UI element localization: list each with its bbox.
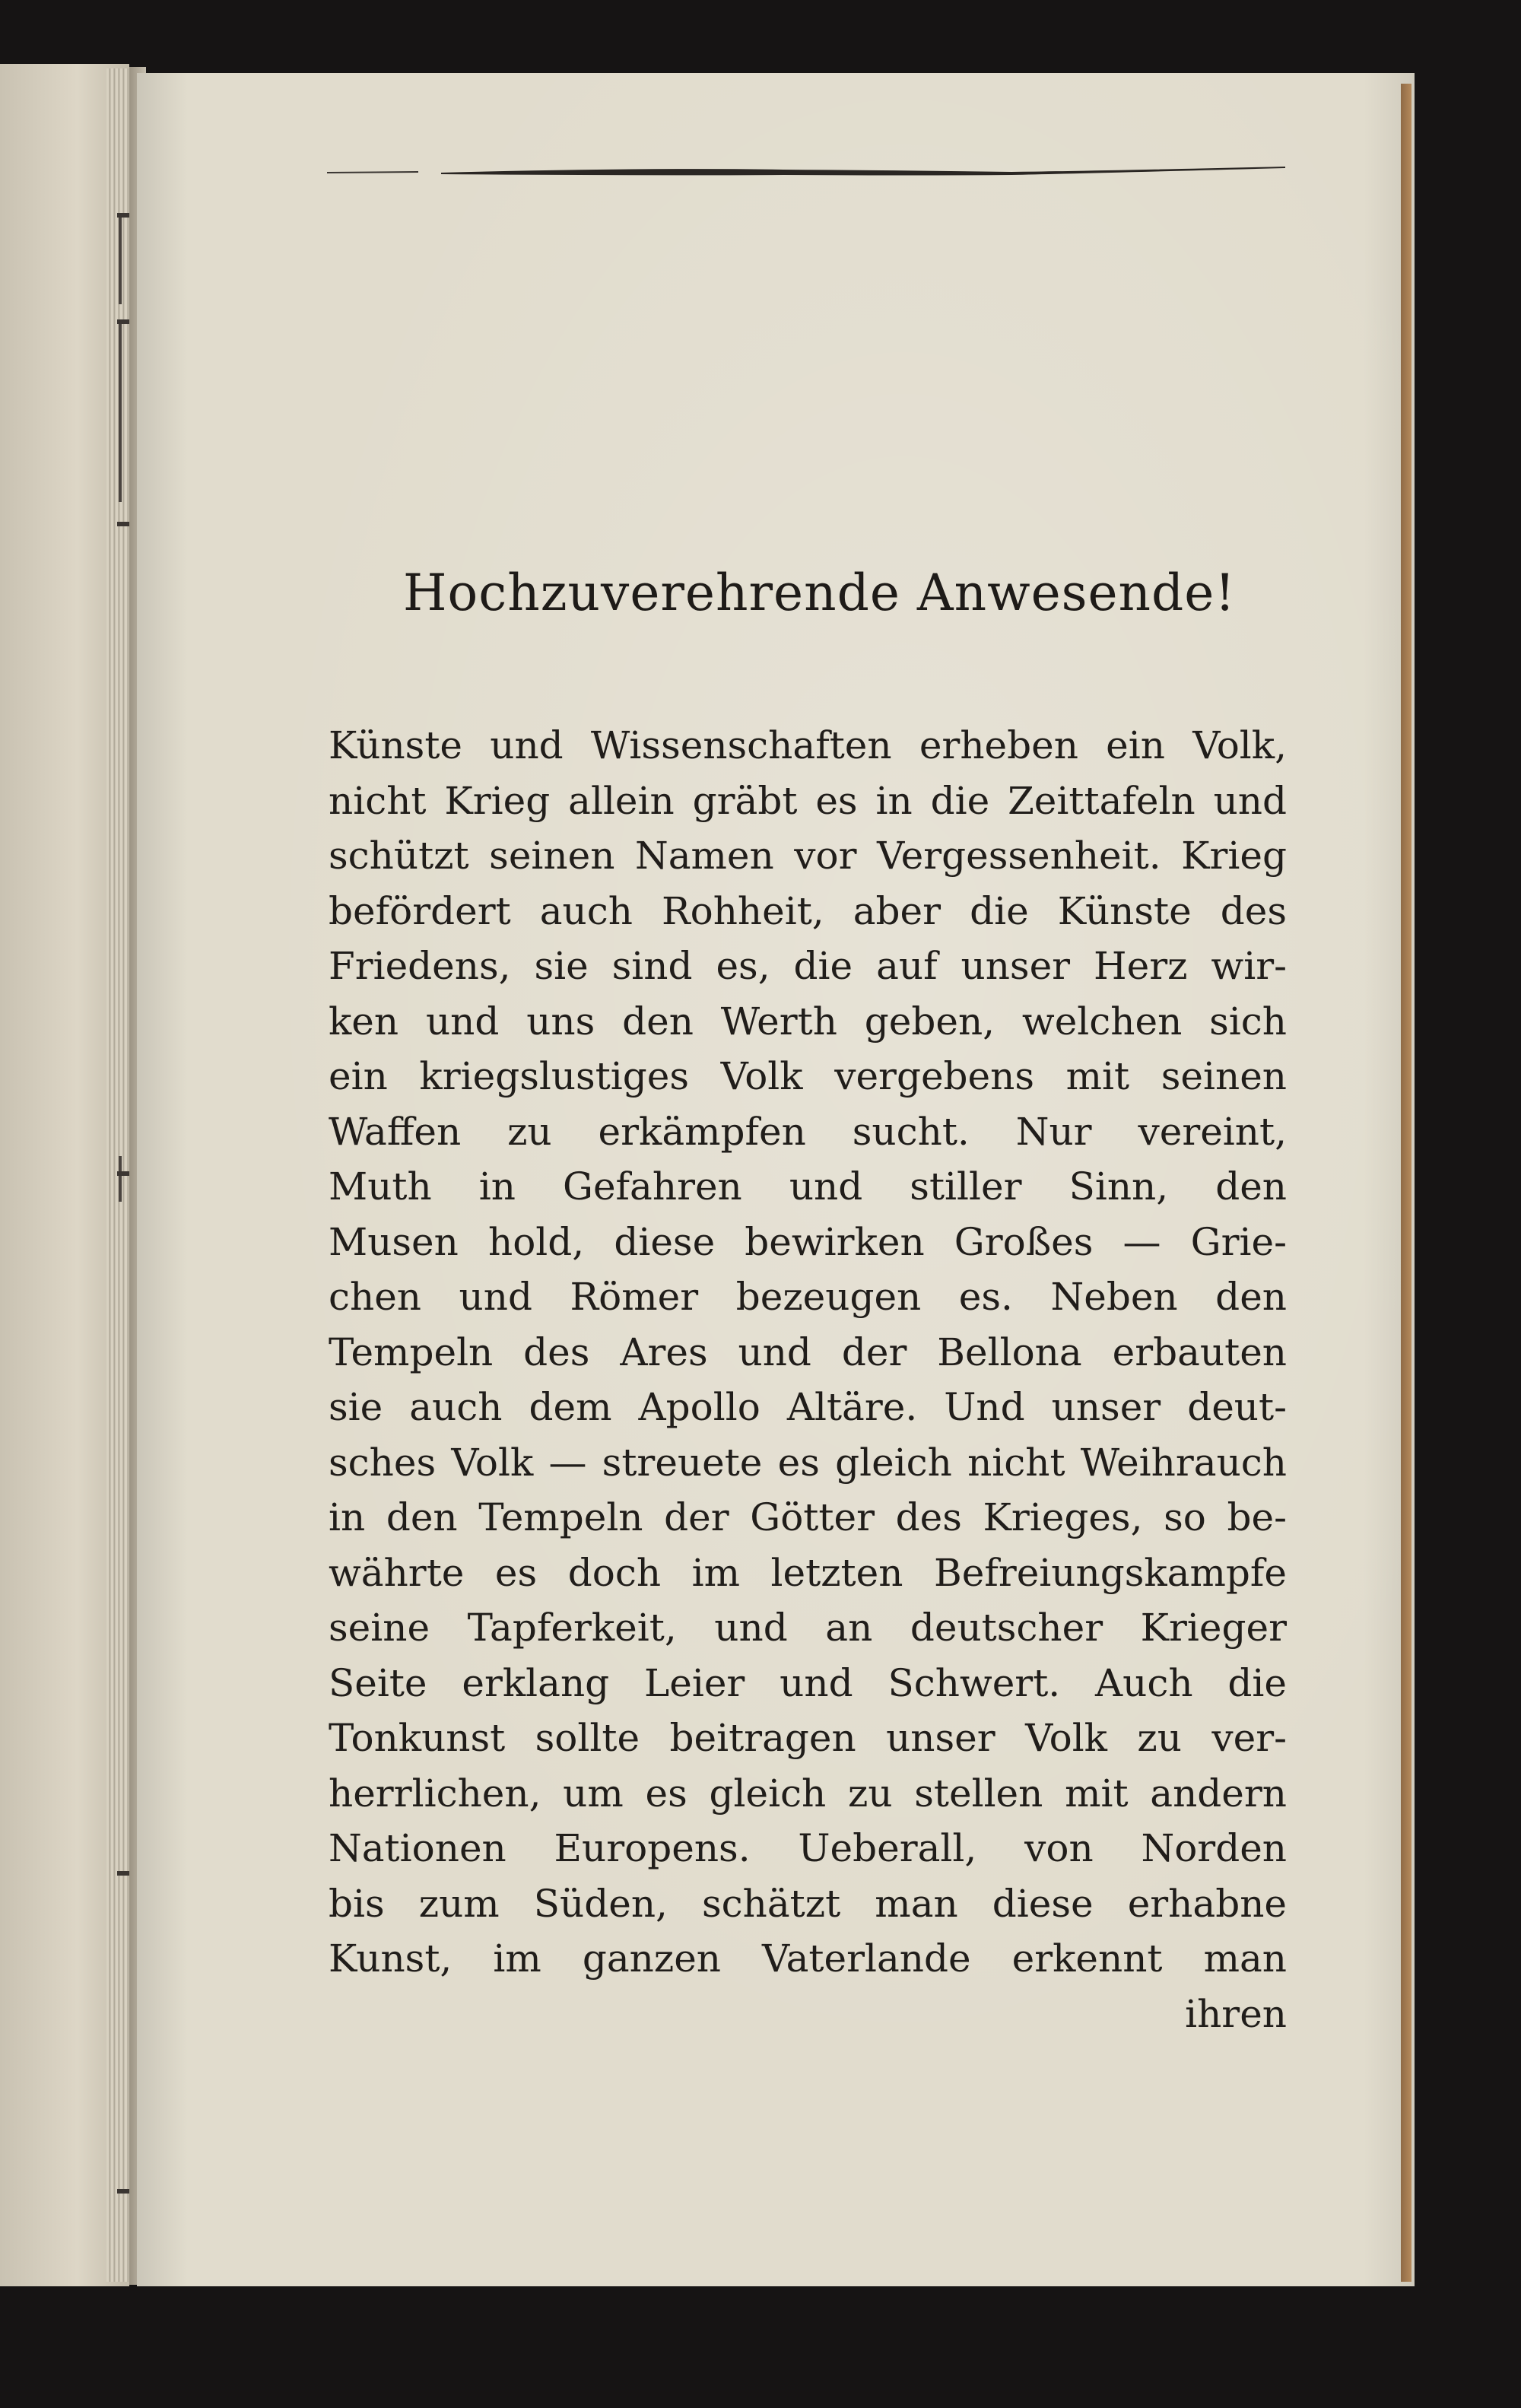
text-line: seine Tapferkeit, und an deutscher Krieger xyxy=(329,1606,1287,1650)
text-line: Friedens, sie sind es, die auf unser Herz wir- xyxy=(329,944,1287,988)
binding-thread xyxy=(119,1156,122,1202)
text-line: schützt seinen Namen vor Vergessenheit. Krieg xyxy=(329,834,1287,878)
text-line: Nationen Europens. Ueberall, von Norden xyxy=(329,1826,1287,1870)
text-line: ein kriegslustiges Volk vergebens mit seinen xyxy=(329,1054,1287,1098)
text-line: befördert auch Rohheit, aber die Künste des xyxy=(329,888,1287,933)
decorative-rule xyxy=(327,163,1285,181)
text-line: Künste und Wissenschaften erheben ein Volk, xyxy=(329,723,1287,767)
text-line: Muth in Gefahren und stiller Sinn, den xyxy=(329,1164,1287,1209)
text-line: chen und Römer bezeugen es. Neben den xyxy=(329,1275,1287,1319)
text-line: in den Tempeln der Götter des Krieges, so be- xyxy=(329,1495,1287,1539)
page-edge-right xyxy=(1401,84,1411,2282)
text-line: ken und uns den Werth geben, welchen sich xyxy=(329,999,1287,1044)
text-line: Kunst, im ganzen Vaterlande erkennt man xyxy=(329,1936,1287,1981)
heading: Hochzuverehrende Anwesende! xyxy=(403,564,1236,622)
binding-thread xyxy=(119,319,122,502)
text-line: Tonkunst sollte beitragen unser Volk zu ver- xyxy=(329,1716,1287,1760)
text-line: herrlichen, um es gleich zu stellen mit andern xyxy=(329,1771,1287,1816)
text-line: Seite erklang Leier und Schwert. Auch die xyxy=(329,1660,1287,1705)
text-line: nicht Krieg allein gräbt es in die Zeittafeln und xyxy=(329,778,1287,823)
text-line: sches Volk — streuete es gleich nicht Weihrauch xyxy=(329,1440,1287,1485)
text-line: Tempeln des Ares und der Bellona erbauten xyxy=(329,1329,1287,1374)
body-text xyxy=(329,718,1287,2041)
text-line: sie auch dem Apollo Altäre. Und unser deut- xyxy=(329,1385,1287,1429)
text-line: Musen hold, diese bewirken Großes — Grie- xyxy=(329,1219,1287,1264)
text-line: Waffen zu erkämpfen sucht. Nur vereint, xyxy=(329,1109,1287,1154)
catchword: ihren xyxy=(1185,1991,1287,2036)
text-line: bis zum Süden, schätzt man diese erhabne xyxy=(329,1881,1287,1926)
binding-thread xyxy=(119,213,122,304)
text-line: währte es doch im letzten Befreiungskampfe xyxy=(329,1550,1287,1595)
